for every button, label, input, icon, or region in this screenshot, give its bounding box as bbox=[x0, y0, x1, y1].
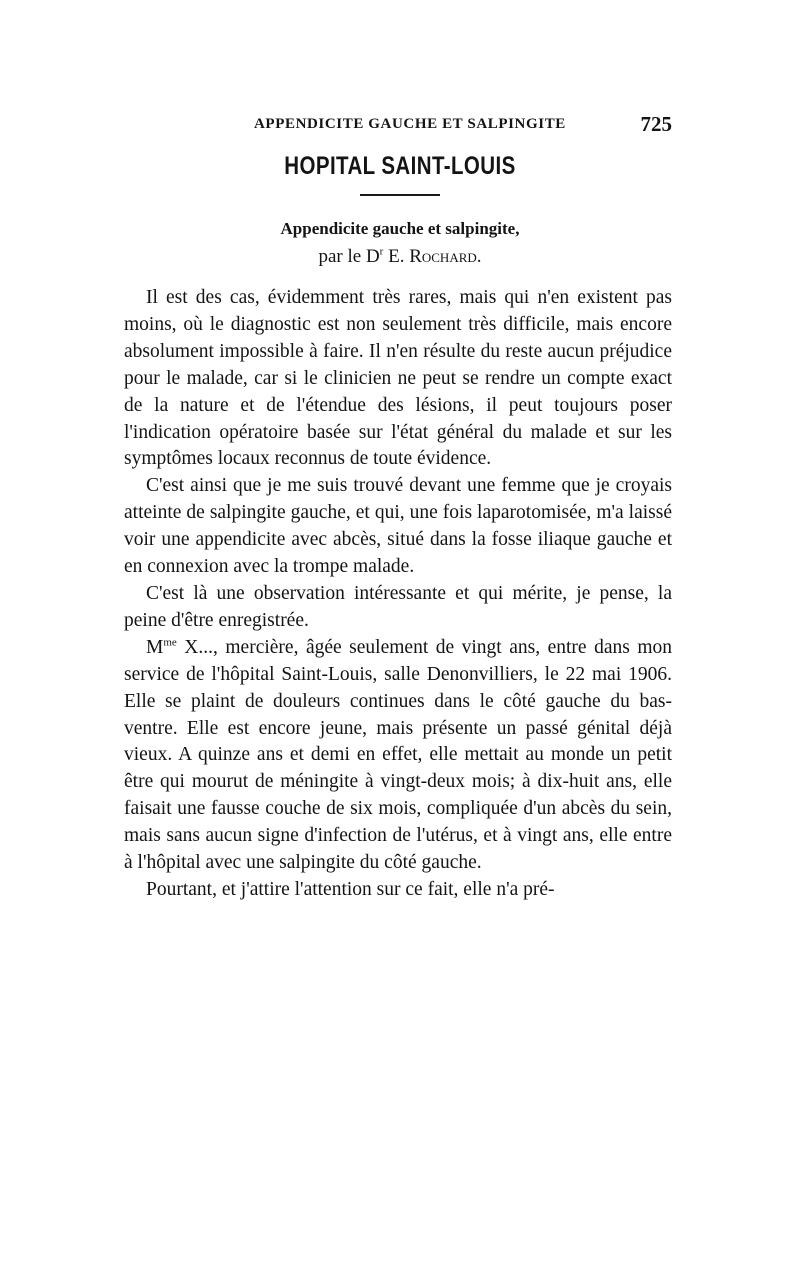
byline-author: Rochard. bbox=[409, 246, 482, 267]
paragraph-4 bbox=[124, 635, 672, 877]
paragraph-1: Il est des cas, évidemment très rares, mais qui n'en existent pas moins, où le diagnostic est non seulement très difficile, mais encore absolument impossible à faire. Il n'en résulte du reste aucun préjudice pour le malade, car si le clinicien ne peut se rendre un compte exact de la nature et de l'étendue des lésions, il peut toujours poser l'indication opératoire basée sur l'état général du malade et sur les symptômes locaux reconnus de toute évidence. bbox=[124, 287, 672, 470]
byline-prefix: par le D bbox=[318, 246, 380, 267]
hospital-heading: HOPITAL SAINT-LOUIS bbox=[284, 152, 516, 180]
paragraph-5: Pourtant, et j'attire l'attention sur ce fait, elle n'a pré- bbox=[146, 878, 555, 900]
article-body bbox=[124, 285, 672, 904]
paragraph-4-superscript: me bbox=[163, 636, 177, 649]
running-head bbox=[124, 112, 672, 138]
byline-initial: E. bbox=[388, 246, 405, 267]
byline bbox=[0, 246, 800, 268]
running-title: APPENDICITE GAUCHE ET SALPINGITE bbox=[254, 116, 566, 132]
byline-superscript: r bbox=[379, 245, 384, 258]
page-number: 725 bbox=[640, 112, 672, 136]
paragraph-4-prefix: M bbox=[146, 636, 164, 658]
paragraph-2: C'est ainsi que je me suis trouvé devant une femme que je croyais atteinte de salpingite gauche, et qui, une fois laparotomisée, m'a laissé voir une appendicite avec abcès, situé dans la fosse iliaque gauche et en connexion avec la trompe malade. bbox=[124, 475, 672, 578]
article-title: Appendicite gauche et salpingite, bbox=[280, 219, 520, 238]
paragraph-3: C'est là une observation intéressante et qui mérite, je pense, la peine d'être enregistrée. bbox=[124, 582, 672, 631]
heading-divider bbox=[360, 194, 440, 196]
paragraph-4-text: X..., mercière, âgée seulement de vingt ans, entre dans mon service de l'hôpital Saint-Louis, salle Denonvilliers, le 22 mai 1906. Elle se plaint de douleurs continues dans le côté gauche du bas-ventre. Elle est encore jeune, mais présente un passé génital déjà vieux. A quinze ans et demi en effet, elle mettait au monde un petit être qui mourut de méningite à vingt-deux mois; à dix-huit ans, elle faisait une fausse couche de six mois, compliquée d'un abcès du sein, mais sans aucun signe d'infection de l'utérus, et à vingt ans, elle entre à l'hôpital avec une salpingite du côté gauche. bbox=[124, 636, 672, 874]
